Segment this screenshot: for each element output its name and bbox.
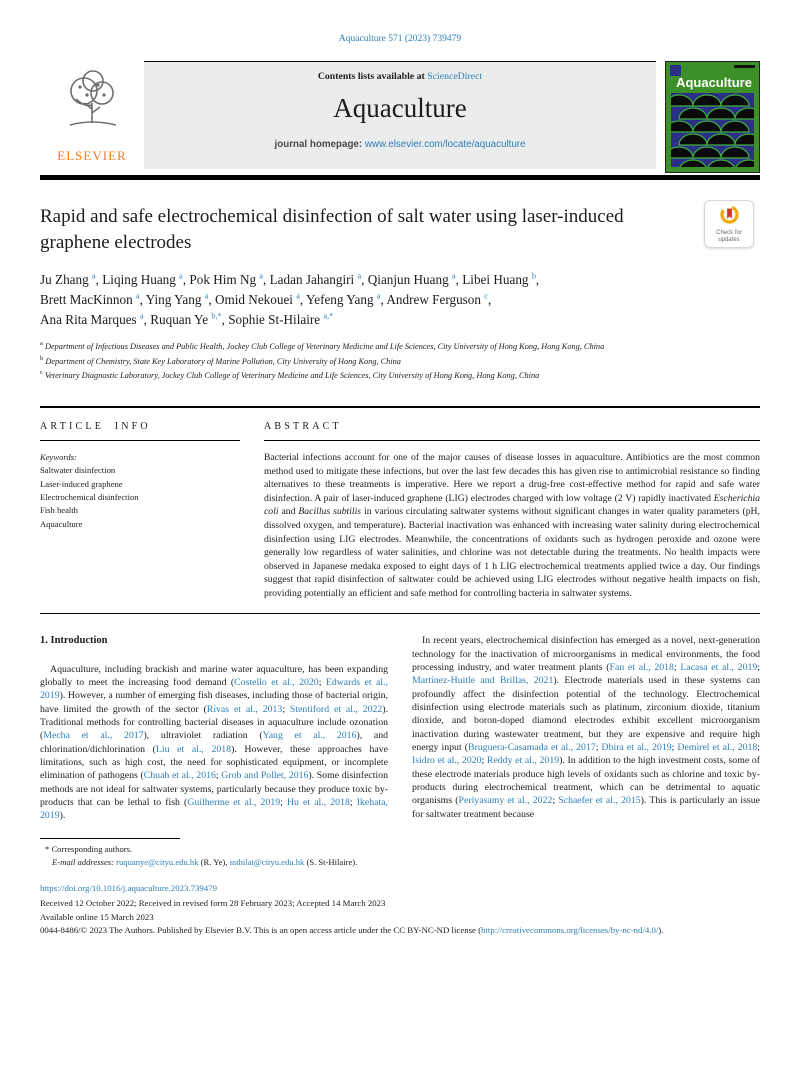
received-line: Received 12 October 2022; Received in revised form 28 February 2023; Accepted 14 March 2023 <box>40 898 386 909</box>
inline-link[interactable]: Ikehata, 2019 <box>40 796 388 822</box>
authors-line: Ju Zhang $^a$, Liqing Huang $^a$, Pok Him Ng $^a$, Ladan Jahangiri $^a$, Qianjun Huang $^a$, Libei Huang $^b$, Brett MacKinnon $^a$, Ying Yang $^a$, Omid Nekouei $^a$, Yefeng Yang $^a$, Andrew Ferguson $^c$, Ana Rita Marques $^a$, Ruquan Ye $^{b,*}$, Sophie St-Hilaire $^{a,*}$ <box>40 271 540 328</box>
affiliation-ref: a <box>296 291 300 301</box>
abstract-rule <box>264 440 760 441</box>
corresponding-note: * Corresponding authors. <box>45 844 133 855</box>
affiliation-ref: a <box>204 291 209 301</box>
elsevier-tree-icon <box>54 65 130 146</box>
keywords-label: Keywords: <box>40 452 77 463</box>
masthead-citation: Aquaculture 571 (2023) 739479 <box>338 34 462 44</box>
info-abstract-section <box>40 408 760 600</box>
footnote-block <box>40 838 760 869</box>
inline-link[interactable]: Demirel et al., 2018 <box>677 741 758 753</box>
inline-link[interactable]: Schaefer et al., 2015 <box>558 795 641 807</box>
inline-link[interactable]: Edwards et al., 2019 <box>40 677 388 702</box>
affiliation-ref: a <box>376 291 381 301</box>
affiliation-ref: b <box>531 271 536 281</box>
inline-link[interactable]: Bruguera-Casamada et al., 2017 <box>467 741 596 753</box>
inline-link[interactable]: Rivas et al., 2013 <box>206 703 283 715</box>
abstract-text: Bacterial infections account for one of the major causes of disease losses in aquaculture. Antibiotics are the most common method used to mitigate these infections, but over the last few decades this has given rise to antimicrobial resistance so finding alternatives to these treatments is imperative. Here we report a drug-free cost-effective method for rapid and safe water disinfection. A pair of laser-induced graphene (LIG) electrodes charged with low voltage (2 V) rapidly inactivated Escherichia coli and Bacillus subtilis in various circulating saltwater systems without significant changes in water quality parameters (pH, dissolved oxygen, and temperature). Bacterial inactivation was enhanced with increasing water salinity during electrochemical disinfection using LIG electrodes. Meanwhile, the concentrations of oxidants such as hydrogen peroxide and ozone were generally low regardless of water salinities, and chlorine was not detectable during the treatments. No health impacts were observed in Japanese medaka exposed to eight days of 1 h LIG electrochemical treatments applied twice a day. Our findings suggest that rapid disinfection of saltwater could be achieved using LIG electrodes without negative health impacts on fish, providing potentially an efficient and safe method for controlling bacteria in saltwater systems. <box>264 452 760 599</box>
inline-link[interactable]: ssthilai@cityu.edu.hk <box>229 857 305 868</box>
available-line: Available online 15 March 2023 <box>40 911 154 922</box>
affiliation-ref: a,* <box>323 312 334 322</box>
title-row <box>40 204 760 255</box>
email-line: E-mail addresses: ruquanye@cityu.edu.hk (R. Ye), ssthilai@cityu.edu.hk (S. St-Hilaire). <box>52 857 358 868</box>
journal-cover-art <box>666 62 759 172</box>
inline-link[interactable]: Martínez-Huitle and Brillas, 2021 <box>412 675 554 687</box>
inline-link[interactable]: ruquanye@cityu.edu.hk <box>116 857 199 868</box>
intro-paragraph-right: In recent years, electrochemical disinfection has emerged as a novel, next-generation technology for the inactivation of microorganisms in medical environments, the food processing industry, and water treatment plants (Fan et al., 2018; Lacasa et al., 2019; Martínez-Huitle and Brillas, 2021). Electrode materials used in these systems can profoundly affect the disinfection potential of the technology. Electrochemical disinfection using electrode materials such as platinum, zirconium dioxide, titanium dioxide, and boron-doped diamond electrodes exhibit excellent microorganism inactivation during wastewater treatment, but they are expensive and require high energy input (Bruguera-Casamada et al., 2017; Dbira et al., 2019; Demirel et al., 2018; Isidro et al., 2020; Reddy et al., 2019). In addition to the high investment costs, some of these electrode materials produce high levels of oxidants such as chlorine and toxic by-products during electrochemical treatment, which can be detrimental to aquatic organisms (Periyasamy et al., 2022; Schaefer et al., 2015). This is particularly an issue for saltwater treatment because <box>412 635 761 820</box>
article-info-column <box>40 421 240 600</box>
keyword-item: Saltwater disinfection <box>40 465 116 476</box>
inline-link[interactable]: ScienceDirect <box>427 71 483 82</box>
right-column <box>412 634 760 822</box>
svg-text:Aquaculture: Aquaculture <box>676 75 752 90</box>
contents-line: Contents lists available at ScienceDirect <box>317 71 483 82</box>
inline-link[interactable]: Yang et al., 2016 <box>262 730 357 742</box>
inline-link[interactable]: Lacasa et al., 2019 <box>680 662 758 674</box>
inline-link[interactable]: Liu et al., 2018 <box>155 743 232 755</box>
journal-cover <box>665 61 760 173</box>
affiliations <box>40 339 760 382</box>
journal-banner <box>40 61 760 173</box>
article-info-rule <box>40 440 240 441</box>
elsevier-logo <box>40 61 144 164</box>
inline-link[interactable]: Guilherme et al., 2019 <box>187 796 281 808</box>
inline-link[interactable]: http://creativecommons.org/licenses/by-nc-nd/4.0/ <box>481 924 659 935</box>
inline-link[interactable]: Hu et al., 2018 <box>286 796 350 808</box>
check-updates-label: Check for updates <box>716 230 742 243</box>
abstract-bottom-divider <box>40 613 760 614</box>
keyword-item: Laser-induced graphene <box>40 478 123 489</box>
homepage-line: journal homepage: www.elsevier.com/locate/aquaculture <box>274 139 526 150</box>
doi-link[interactable]: https://doi.org/10.1016/j.aquaculture.2023.739479 <box>40 883 217 894</box>
imprint-block <box>40 882 760 937</box>
affiliation-line: $^a$ Department of Infectious Diseases and Public Health, Jockey Club College of Veterinary Medicine and Life Sciences, City University of Hong Kong, Hong Kong, China <box>40 340 605 352</box>
inline-link[interactable]: Reddy et al., 2019 <box>486 755 560 767</box>
footnote-rule <box>40 838 180 839</box>
body-columns <box>40 634 760 822</box>
check-updates-icon <box>720 211 739 228</box>
journal-title: Aquaculture <box>333 93 467 123</box>
affiliation-ref: a <box>179 271 183 281</box>
abstract-heading: ABSTRACT <box>264 421 342 433</box>
article-title: Rapid and safe electrochemical disinfection of salt water using laser-induced graphene electrodes <box>40 206 624 253</box>
article-info-heading: ARTICLE INFO <box>40 421 151 433</box>
affiliation-ref: b,* <box>211 312 222 322</box>
inline-link[interactable]: Grob and Pollet, 2016 <box>221 770 309 782</box>
inline-link[interactable]: www.elsevier.com/locate/aquaculture <box>364 139 526 150</box>
affiliation-ref: a <box>139 312 144 322</box>
license-line: 0044-8486/© 2023 The Authors. Published by Elsevier B.V. This is an open access article under the CC BY-NC-ND license (http://creativecommons.org/licenses/by-nc-nd/4.0/). <box>40 924 664 935</box>
keyword-item: Aquaculture <box>40 518 83 529</box>
intro-paragraph-left: Aquaculture, including brackish and marine water aquaculture, has been expanding globally to meet the increasing food demand (Costello et al., 2020; Edwards et al., 2019). However, a number of emerging fish diseases, including those of bacterial origin, have limited the growth of the sector (Rivas et al., 2013; Stentiford et al., 2022). Traditional methods for controlling bacterial diseases in aquaculture include ozonation (Mecha et al., 2017), ultraviolet radiation (Yang et al., 2016), and chlorination/dichlorination (Liu et al., 2018). However, these approaches have limitations, such as high cost, the need for sophisticated equipment, or incomplete elimination of pathogens (Chuah et al., 2016; Grob and Pollet, 2016). Some disinfection methods are not ideal for saltwater systems, particularly because they produce toxic by-products that can be lethal to fish (Guilherme et al., 2019; Hu et al., 2018; Ikehata, 2019). <box>40 663 389 822</box>
affiliation-line: $^c$ Veterinary Diagnostic Laboratory, Jockey Club College of Veterinary Medicine and Life Sciences, City University of Hong Kong, Hong Kong, China <box>40 368 540 380</box>
check-updates-badge[interactable] <box>704 200 754 248</box>
inline-link[interactable]: Stentiford et al., 2022 <box>289 703 383 715</box>
affiliation-ref: c <box>484 291 488 301</box>
inline-link[interactable]: Dbira et al., 2019 <box>601 741 672 753</box>
keyword-item: Electrochemical disinfection <box>40 492 139 503</box>
inline-link[interactable]: Fan et al., 2018 <box>609 662 674 674</box>
left-column <box>40 634 388 822</box>
affiliation-ref: a <box>259 271 264 281</box>
affiliation-ref: a <box>92 271 96 281</box>
affiliation-line: $^b$ Department of Chemistry, State Key Laboratory of Marine Pollution, City University of Hong Kong, China <box>40 354 401 366</box>
keyword-item: Fish health <box>40 505 78 516</box>
affiliation-ref: a <box>135 291 140 301</box>
elsevier-wordmark: ELSEVIER <box>57 148 127 163</box>
header-divider <box>40 175 760 180</box>
intro-heading: 1. Introduction <box>40 635 108 647</box>
inline-link[interactable]: Periyasamy et al., 2022 <box>458 795 553 807</box>
banner-center <box>144 61 656 169</box>
inline-link[interactable]: Mecha et al., 2017 <box>43 730 144 742</box>
affiliation-ref: a <box>452 271 456 281</box>
affiliation-ref: a <box>357 271 362 281</box>
keywords-block <box>40 451 240 531</box>
inline-link[interactable]: Isidro et al., 2020 <box>412 755 482 767</box>
abstract-column <box>264 421 760 600</box>
inline-link[interactable]: Costello et al., 2020 <box>234 677 319 689</box>
inline-link[interactable]: Chuah et al., 2016 <box>143 770 216 782</box>
